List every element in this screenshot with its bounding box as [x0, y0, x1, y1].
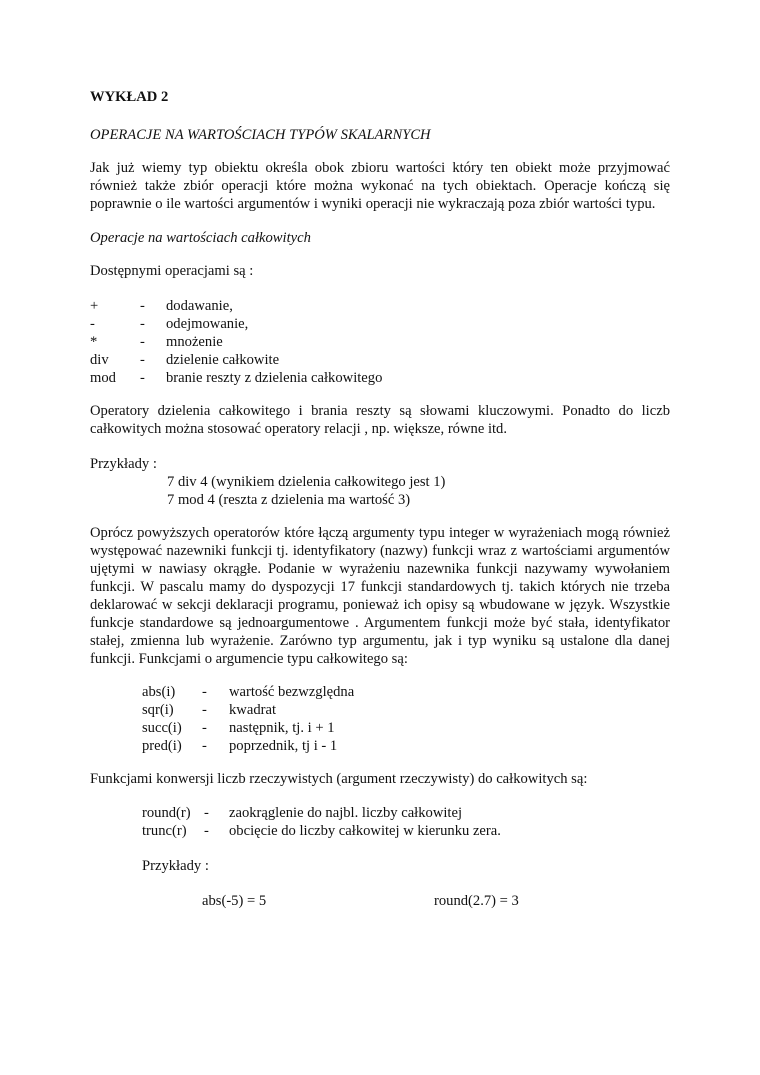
example-line: 7 mod 4 (reszta z dzielenia ma wartość 3): [167, 492, 411, 508]
operator-symbol: +: [90, 298, 99, 314]
operator-dash: -: [140, 370, 145, 386]
conversion-dash: -: [204, 805, 209, 821]
intro-paragraph: Jak już wiemy typ obiektu określa obok zbioru wartości który ten obiekt może przyjmować również także zbiór operacji które można wykonać na tych obiektach. Operacje kończą się poprawnie o ile wartości argumentów i wyniki operacji nie wykraczają poza zbiór wartości typu.: [90, 160, 670, 212]
function-dash: -: [202, 720, 207, 736]
function-description: poprzednik, tj i - 1: [229, 738, 338, 754]
operator-description: dzielenie całkowite: [166, 352, 280, 368]
function-name: succ(i): [142, 720, 182, 736]
operator-symbol: div: [90, 352, 109, 368]
conversion-intro: Funkcjami konwersji liczb rzeczywistych (argument rzeczywisty) do całkowitych są:: [90, 771, 588, 787]
function-row: [142, 701, 670, 719]
function-description: kwadrat: [229, 702, 277, 718]
function-dash: -: [202, 738, 207, 754]
operator-dash: -: [140, 298, 145, 314]
function-name: abs(i): [142, 684, 176, 700]
operator-symbol: -: [90, 316, 95, 332]
function-name: pred(i): [142, 738, 182, 754]
function-row: [142, 737, 670, 755]
function-description: wartość bezwzględna: [229, 684, 355, 700]
conversion-name: round(r): [142, 805, 191, 821]
example-abs: abs(-5) = 5: [202, 893, 267, 909]
function-description: następnik, tj. i + 1: [229, 720, 335, 736]
conversion-description: obcięcie do liczby całkowitej w kierunku zera.: [229, 823, 501, 839]
lecture-title: WYKŁAD 2: [90, 89, 169, 105]
operators-note-paragraph: Operatory dzielenia całkowitego i brania reszty są słowami kluczowymi. Ponadto do liczb całkowitych można stosować operatory relacji , np. większe, równe itd.: [90, 403, 670, 437]
conversion-row: [142, 822, 670, 840]
examples-row: [90, 892, 670, 910]
document-page: [90, 88, 670, 910]
conversion-row: [142, 804, 670, 822]
functions-paragraph: Oprócz powyższych operatorów które łączą argumenty typu integer w wyrażeniach mogą również występować nazewniki funkcji tj. identyfikatory (nazwy) funkcji wraz z wartościami argumentów ujętymi w nawiasy okrągłe. Podanie w wyrażeniu nazewnika funkcji nazywamy wywołaniem funkcji. W pascalu mamy do dyspozycji 17 funkcji standardowych tj. takich których nie trzeba deklarować w sekcji deklaracji programu, ponieważ ich opisy są wbudowane w język. Wszystkie funkcje standardowe są jednoargumentowe . Argumentem funkcji może być stała, identyfikator stałej, zmienna lub wyrażenie. Zarówno typ argumentu, jak i typ wyniku są ustalone dla danej funkcji. Funkcjami o argumencie typu całkowitego są:: [90, 525, 670, 667]
operator-row: [90, 333, 670, 351]
examples-label-2: Przykłady :: [142, 858, 209, 874]
operator-symbol: *: [90, 334, 98, 350]
conversion-description: zaokrąglenie do najbl. liczby całkowitej: [229, 805, 463, 821]
example-line: 7 div 4 (wynikiem dzielenia całkowitego jest 1): [167, 474, 446, 490]
function-dash: -: [202, 702, 207, 718]
operator-row: [90, 369, 670, 387]
operator-row: [90, 351, 670, 369]
conversion-name: trunc(r): [142, 823, 187, 839]
function-dash: -: [202, 684, 207, 700]
operator-dash: -: [140, 352, 145, 368]
examples-label: Przykłady :: [90, 456, 157, 472]
operator-dash: -: [140, 316, 145, 332]
operator-symbol: mod: [90, 370, 116, 386]
lecture-subtitle: OPERACJE NA WARTOŚCIACH TYPÓW SKALARNYCH: [90, 127, 431, 143]
operator-description: odejmowanie,: [166, 316, 249, 332]
operator-list: [90, 297, 670, 387]
example-round: round(2.7) = 3: [434, 893, 519, 909]
conversion-dash: -: [204, 823, 209, 839]
function-row: [142, 719, 670, 737]
operator-description: branie reszty z dzielenia całkowitego: [166, 370, 383, 386]
operator-row: [90, 315, 670, 333]
conversion-list: [90, 804, 670, 840]
function-list: [90, 683, 670, 755]
operator-dash: -: [140, 334, 145, 350]
section-heading-integers: Operacje na wartościach całkowitych: [90, 230, 311, 246]
operator-row: [90, 297, 670, 315]
operator-description: dodawanie,: [166, 298, 233, 314]
operator-description: mnożenie: [166, 334, 223, 350]
operations-intro: Dostępnymi operacjami są :: [90, 263, 254, 279]
function-row: [142, 683, 670, 701]
function-name: sqr(i): [142, 702, 174, 718]
